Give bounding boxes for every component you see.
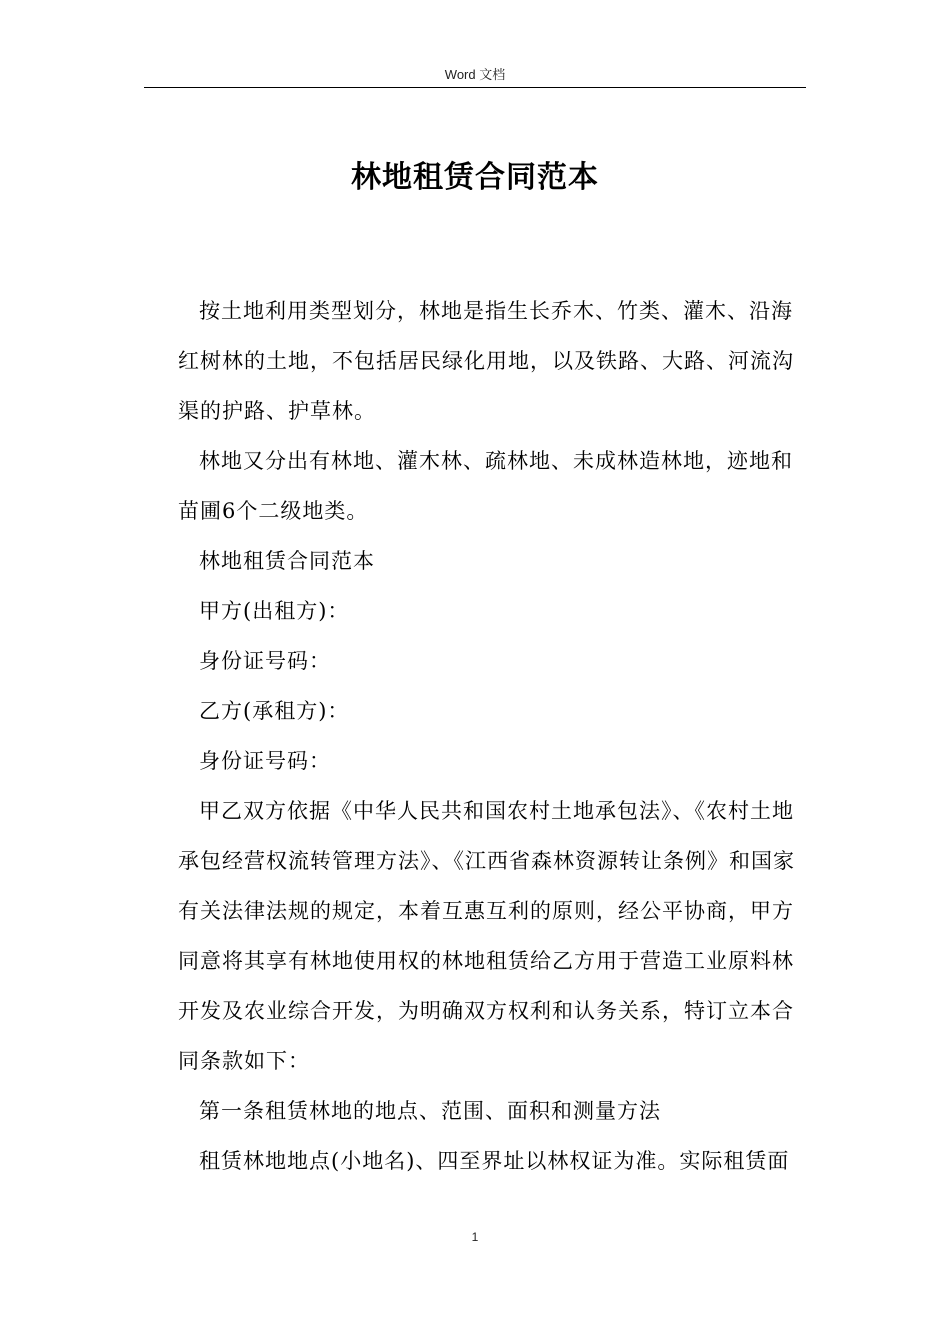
- paragraph-party-b-id: 身份证号码：: [199, 749, 331, 773]
- paragraph-intro: 按土地利用类型划分，林地是指生长乔木、竹类、灌木、沿海红树林的土地，不包括居民绿化用地，以及铁路、大路、河流沟渠的护路、护草林。: [178, 299, 794, 423]
- document-title: 林地租赁合同范本: [351, 160, 599, 195]
- header-rule: [144, 87, 806, 88]
- paragraph-party-b: 乙方(承租方)：: [199, 699, 350, 723]
- paragraph-legal-basis: 甲乙双方依据《中华人民共和国农村土地承包法》、《农村土地承包经营权流转管理方法》、《江西省森林资源转让条例》和国家有关法律法规的规定，本着互惠互利的原则，经公平协商，甲方同意将其享有林地使用权的林地租赁给乙方用于营造工业原料林开发及农业综合开发，为明确双方权利和认务关系，特订立本合同条款如下：: [178, 799, 795, 1073]
- paragraph-contract-name: 林地租赁合同范本: [199, 549, 375, 573]
- page-header: Word 文档: [444, 67, 506, 82]
- paragraph-subtypes: 林地又分出有林地、灌木林、疏林地、未成林造林地，迹地和苗圃6个二级地类。: [178, 449, 793, 523]
- page-number: 1: [471, 1230, 479, 1244]
- paragraph-article-one-body: 租赁林地地点(小地名)、四至界址以林权证为准。实际租赁面: [199, 1149, 790, 1173]
- paragraph-article-one-heading: 第一条租赁林地的地点、范围、面积和测量方法: [199, 1099, 661, 1123]
- paragraph-party-a-id: 身份证号码：: [199, 649, 331, 673]
- paragraph-party-a: 甲方(出租方)：: [199, 599, 350, 623]
- document-body: [178, 286, 804, 1186]
